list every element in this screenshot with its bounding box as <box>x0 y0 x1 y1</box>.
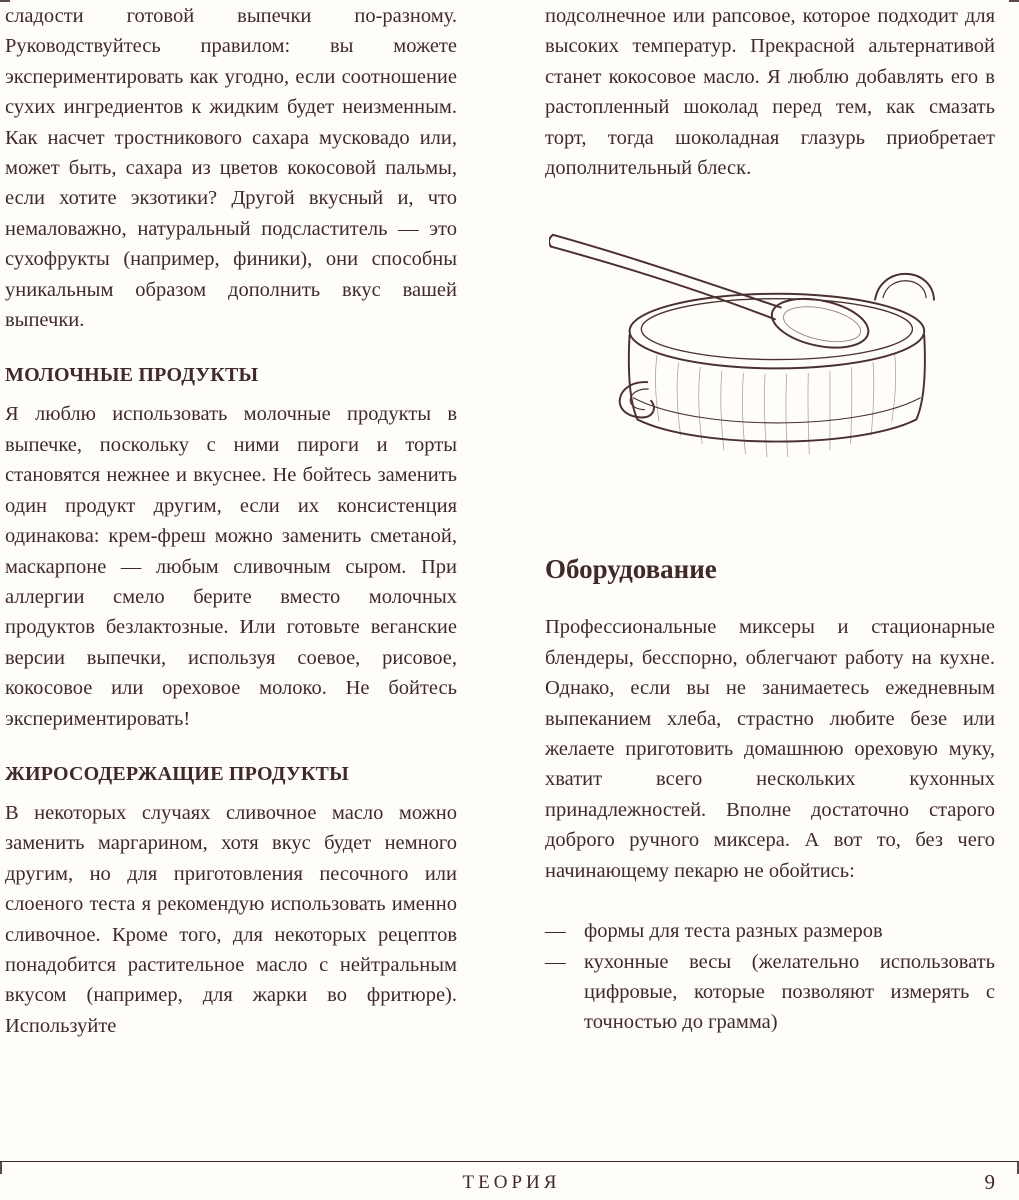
paragraph-oils: подсолнечное или рапсовое, которое подходит для высоких температур. Прекрасной альтернативой станет кокосовое масло. Я люблю добавлять его в растопленный шоколад перед тем, как смазать торт, тогда шоколадная глазурь приобретает дополнительный блеск. <box>545 5 995 180</box>
list-item <box>545 916 995 946</box>
paragraph-fats: В некоторых случаях сливочное масло можно заменить маргарином, хотя вкус будет немного другим, но для приготовления песочного или слоеного теста я рекомендую использовать именно сливочное. Кроме того, для некоторых рецептов понадобится растительное масло с нейтральным вкусом (например, для жарки во фритюре). Используйте <box>5 801 457 1037</box>
right-column <box>545 1 995 1041</box>
saucepan-spoon-illustration <box>549 225 991 500</box>
footer-rule <box>0 1161 1019 1162</box>
section-heading-equipment: Оборудование <box>545 554 717 585</box>
page-border-fragment-top-right <box>1009 0 1019 2</box>
paragraph-equipment: Профессиональные миксеры и стационарные блендеры, бесспорно, облегчают работу на кухне. Однако, если вы не занимаетесь ежедневным выпеканием хлеба, страстно любите безе или желаете приготовить домашнюю ореховую муку, хватит всего нескольких кухонных принадлежностей. Вполне достаточно старого доброго ручного миксера. А вот то, без чего начинающему пекарю не обойтись: <box>545 616 995 882</box>
list-item-dash: — <box>545 950 566 973</box>
saucepan-spoon-icon <box>549 225 991 500</box>
footer-section-label: ТЕОРИЯ <box>462 1172 561 1193</box>
paragraph-sweeteners: сладости готовой выпечки по-разному. Руководствуйтесь правилом: вы можете экспериментировать как угодно, если соотношение сухих ингредиентов к жидким будет неизменным. Как насчет тростникового сахара мусковадо или, может быть, сахара из цветов кокосовой пальмы, если хотите экзотики? Другой вкусный и, что немаловажно, натуральный подсластитель — это сухофрукты (например, финики), они способны уникальным образом дополнить вкус вашей выпечки. <box>5 5 457 332</box>
list-item-text: кухонные весы (желательно использовать цифровые, которые позволяют измерять с точностью до грамма) <box>584 950 995 1034</box>
footer-page-number: 9 <box>984 1170 995 1194</box>
list-item-dash: — <box>545 920 566 943</box>
page-border-fragment-top-left <box>0 0 10 2</box>
paragraph-dairy: Я люблю использовать молочные продукты в выпечке, поскольку с ними пироги и торты становятся нежнее и вкуснее. Не бойтесь заменить один продукт другим, если их консистенция одинакова: крем-фреш можно заменить сметаной, маскарпоне — любым сливочным сыром. При аллергии смело берите вместо молочных продуктов безлактозные. Или готовьте веганские версии выпечки, используя соевое, рисовое, кокосовое или ореховое молоко. Не бойтесь экспериментировать! <box>5 403 457 730</box>
left-column <box>5 1 457 1041</box>
equipment-list <box>545 916 995 1038</box>
list-item <box>545 947 995 1038</box>
section-heading-dairy: МОЛОЧНЫЕ ПРОДУКТЫ <box>5 364 259 387</box>
section-heading-fats: ЖИРОСОДЕРЖАЩИЕ ПРОДУКТЫ <box>5 762 349 785</box>
list-item-text: формы для теста разных размеров <box>584 920 883 943</box>
